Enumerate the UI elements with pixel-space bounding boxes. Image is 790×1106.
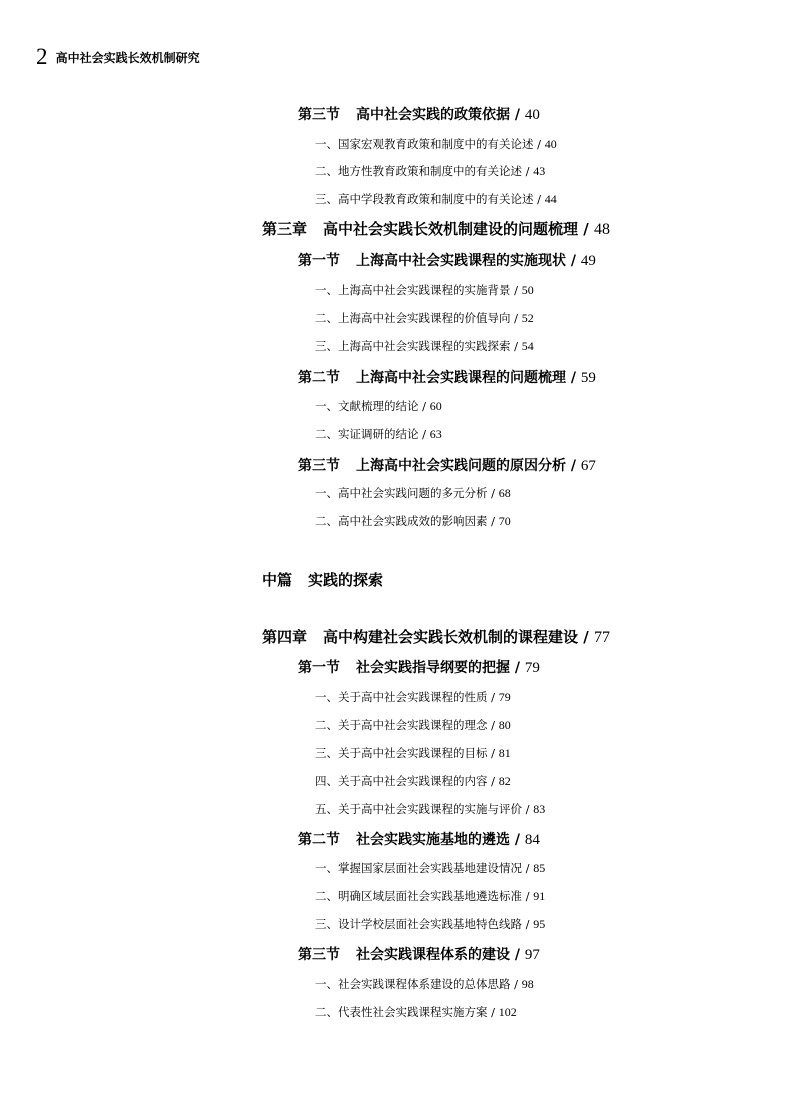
toc-section[interactable]: 第一节 社会实践指导纲要的把握 / 79 bbox=[298, 660, 540, 676]
chapter-label: 第四章 bbox=[262, 628, 308, 646]
subsection-title: 三、上海高中社会实践课程的实践探索 bbox=[315, 339, 511, 353]
subsection-title: 二、明确区域层面社会实践基地遴选标准 bbox=[315, 889, 522, 903]
subsection-page: 44 bbox=[544, 192, 557, 206]
subsection-page: 91 bbox=[533, 889, 546, 903]
section-label: 第一节 bbox=[298, 253, 340, 269]
toc-subsection[interactable]: 二、地方性教育政策和制度中的有关论述 / 43 bbox=[315, 164, 546, 178]
section-label: 第三节 bbox=[298, 107, 340, 123]
toc-section[interactable]: 第一节 上海高中社会实践课程的实施现状 / 49 bbox=[298, 253, 596, 269]
subsection-page: 95 bbox=[533, 917, 546, 931]
subsection-page: 82 bbox=[498, 774, 511, 788]
section-title: 上海高中社会实践课程的实施现状 bbox=[356, 253, 566, 269]
toc-subsection[interactable]: 三、上海高中社会实践课程的实践探索 / 54 bbox=[315, 339, 534, 353]
subsection-page: 80 bbox=[498, 718, 511, 732]
section-label: 第二节 bbox=[298, 370, 340, 386]
toc-section[interactable]: 第二节 上海高中社会实践课程的问题梳理 / 59 bbox=[298, 370, 596, 386]
subsection-title: 一、国家宏观教育政策和制度中的有关论述 bbox=[315, 137, 534, 151]
part-title: 实践的探索 bbox=[308, 571, 384, 589]
section-page: 84 bbox=[524, 832, 540, 848]
subsection-page: 52 bbox=[521, 311, 534, 325]
section-page: 97 bbox=[524, 947, 540, 963]
toc-subsection[interactable]: 二、实证调研的结论 / 63 bbox=[315, 427, 442, 441]
toc-subsection[interactable]: 三、设计学校层面社会实践基地特色线路 / 95 bbox=[315, 917, 546, 931]
subsection-title: 二、地方性教育政策和制度中的有关论述 bbox=[315, 164, 522, 178]
section-label: 第一节 bbox=[298, 660, 340, 676]
toc-subsection[interactable]: 一、高中社会实践问题的多元分析 / 68 bbox=[315, 486, 511, 500]
subsection-title: 一、高中社会实践问题的多元分析 bbox=[315, 486, 488, 500]
chapter-label: 第三章 bbox=[262, 220, 308, 238]
part-label: 中篇 bbox=[262, 571, 293, 589]
subsection-page: 50 bbox=[521, 283, 534, 297]
subsection-title: 一、社会实践课程体系建设的总体思路 bbox=[315, 977, 511, 991]
chapter-page: 77 bbox=[593, 629, 610, 646]
book-title: 高中社会实践长效机制研究 bbox=[55, 51, 200, 65]
chapter-title: 高中社会实践长效机制建设的问题梳理 bbox=[323, 220, 579, 238]
toc-section[interactable]: 第三节 社会实践课程体系的建设 / 97 bbox=[298, 947, 540, 963]
subsection-page: 102 bbox=[498, 1005, 517, 1019]
toc-subsection[interactable]: 一、上海高中社会实践课程的实施背景 / 50 bbox=[315, 283, 534, 297]
subsection-page: 85 bbox=[533, 861, 546, 875]
subsection-title: 二、上海高中社会实践课程的价值导向 bbox=[315, 311, 511, 325]
toc-subsection[interactable]: 二、关于高中社会实践课程的理念 / 80 bbox=[315, 718, 511, 732]
toc-chapter[interactable]: 第三章 高中社会实践长效机制建设的问题梳理 / 48 bbox=[262, 220, 610, 238]
toc-subsection[interactable]: 一、社会实践课程体系建设的总体思路 / 98 bbox=[315, 977, 534, 991]
section-page: 67 bbox=[580, 458, 596, 474]
subsection-title: 一、上海高中社会实践课程的实施背景 bbox=[315, 283, 511, 297]
toc-section[interactable]: 第三节 高中社会实践的政策依据 / 40 bbox=[298, 107, 540, 123]
subsection-title: 三、高中学段教育政策和制度中的有关论述 bbox=[315, 192, 534, 206]
toc-subsection[interactable]: 一、文献梳理的结论 / 60 bbox=[315, 399, 442, 413]
toc-subsection[interactable]: 二、明确区域层面社会实践基地遴选标准 / 91 bbox=[315, 889, 546, 903]
subsection-title: 二、代表性社会实践课程实施方案 bbox=[315, 1005, 488, 1019]
subsection-title: 一、掌握国家层面社会实践基地建设情况 bbox=[315, 861, 522, 875]
subsection-title: 四、关于高中社会实践课程的内容 bbox=[315, 774, 488, 788]
toc-section[interactable]: 第三节 上海高中社会实践问题的原因分析 / 67 bbox=[298, 458, 596, 474]
toc-subsection[interactable]: 一、国家宏观教育政策和制度中的有关论述 / 40 bbox=[315, 137, 557, 151]
section-page: 40 bbox=[524, 107, 540, 123]
chapter-title: 高中构建社会实践长效机制的课程建设 bbox=[323, 628, 579, 646]
subsection-page: 63 bbox=[429, 427, 442, 441]
toc-subsection[interactable]: 四、关于高中社会实践课程的内容 / 82 bbox=[315, 774, 511, 788]
subsection-title: 二、关于高中社会实践课程的理念 bbox=[315, 718, 488, 732]
page-number: 2 bbox=[36, 44, 48, 69]
subsection-title: 二、实证调研的结论 bbox=[315, 427, 419, 441]
section-title: 上海高中社会实践课程的问题梳理 bbox=[356, 370, 566, 386]
subsection-page: 43 bbox=[533, 164, 546, 178]
subsection-page: 81 bbox=[498, 746, 511, 760]
toc-part[interactable] bbox=[262, 569, 383, 590]
section-title: 社会实践实施基地的遴选 bbox=[356, 832, 510, 848]
section-label: 第二节 bbox=[298, 832, 340, 848]
toc-chapter[interactable]: 第四章 高中构建社会实践长效机制的课程建设 / 77 bbox=[262, 628, 610, 646]
subsection-page: 60 bbox=[429, 399, 442, 413]
subsection-page: 68 bbox=[498, 486, 511, 500]
toc-section[interactable]: 第二节 社会实践实施基地的遴选 / 84 bbox=[298, 832, 540, 848]
subsection-page: 40 bbox=[544, 137, 557, 151]
subsection-title: 五、关于高中社会实践课程的实施与评价 bbox=[315, 802, 522, 816]
subsection-title: 三、设计学校层面社会实践基地特色线路 bbox=[315, 917, 522, 931]
toc-subsection[interactable]: 三、关于高中社会实践课程的目标 / 81 bbox=[315, 746, 511, 760]
section-page: 79 bbox=[524, 660, 540, 676]
subsection-page: 70 bbox=[498, 514, 511, 528]
section-title: 高中社会实践的政策依据 bbox=[356, 107, 510, 123]
subsection-title: 三、关于高中社会实践课程的目标 bbox=[315, 746, 488, 760]
section-title: 社会实践课程体系的建设 bbox=[356, 947, 510, 963]
subsection-page: 79 bbox=[498, 690, 511, 704]
subsection-page: 98 bbox=[521, 977, 534, 991]
toc-subsection[interactable]: 一、关于高中社会实践课程的性质 / 79 bbox=[315, 690, 511, 704]
chapter-page: 48 bbox=[593, 221, 610, 238]
toc-subsection[interactable]: 二、代表性社会实践课程实施方案 / 102 bbox=[315, 1005, 517, 1019]
toc-subsection[interactable]: 二、高中社会实践成效的影响因素 / 70 bbox=[315, 514, 511, 528]
subsection-title: 二、高中社会实践成效的影响因素 bbox=[315, 514, 488, 528]
subsection-title: 一、文献梳理的结论 bbox=[315, 399, 419, 413]
section-page: 49 bbox=[580, 253, 596, 269]
section-label: 第三节 bbox=[298, 947, 340, 963]
toc-subsection[interactable]: 一、掌握国家层面社会实践基地建设情况 / 85 bbox=[315, 861, 546, 875]
toc-subsection[interactable]: 三、高中学段教育政策和制度中的有关论述 / 44 bbox=[315, 192, 557, 206]
section-title: 上海高中社会实践问题的原因分析 bbox=[356, 458, 566, 474]
section-label: 第三节 bbox=[298, 458, 340, 474]
subsection-page: 83 bbox=[533, 802, 546, 816]
section-title: 社会实践指导纲要的把握 bbox=[356, 660, 510, 676]
subsection-page: 54 bbox=[521, 339, 534, 353]
toc-subsection[interactable]: 二、上海高中社会实践课程的价值导向 / 52 bbox=[315, 311, 534, 325]
section-page: 59 bbox=[580, 370, 596, 386]
toc-subsection[interactable]: 五、关于高中社会实践课程的实施与评价 / 83 bbox=[315, 802, 546, 816]
subsection-title: 一、关于高中社会实践课程的性质 bbox=[315, 690, 488, 704]
